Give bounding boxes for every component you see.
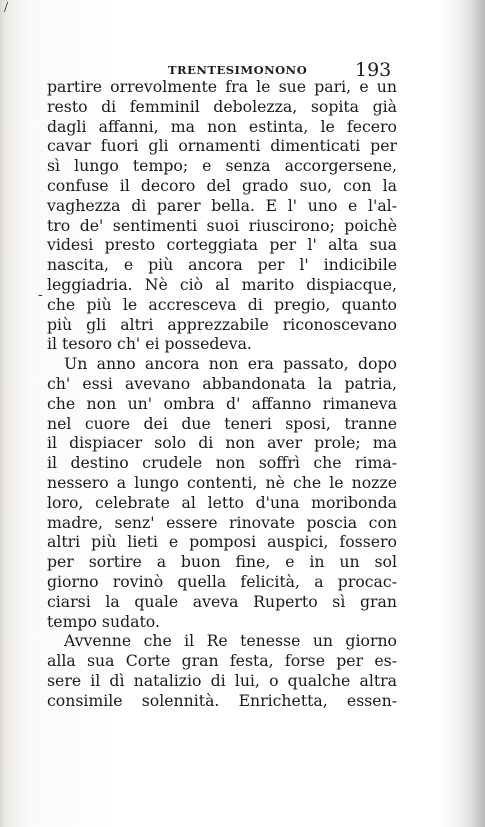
paragraph-1 [47,77,397,354]
text-line: per sortire a buon fine, e in un sol [47,552,397,572]
text-line: nessero a lungo contenti, nè che le nozze [47,472,397,492]
text-line: sì lungo tempo; e senza accorgersene, [47,156,397,176]
paragraph-3 [47,631,397,710]
text-line: loro, celebrate al letto d'una moribonda [47,492,397,512]
text-line: partire orrevolmente fra le sue pari, e un [47,77,397,96]
margin-mark: - [38,287,43,303]
text-line: nascita, e più ancora per l' indicibile [47,255,397,275]
text-line: dagli affanni, ma non estinta, le fecero [47,116,397,136]
text-line: Avvenne che il Re tenesse un giorno [64,631,397,651]
text-line: resto di femminil debolezza, sopita già [47,96,397,116]
text-line: consimile solennità. Enrichetta, essen- [47,690,397,710]
text-line: ciarsi la quale aveva Ruperto sì gran [47,591,397,611]
text-line: che più le accresceva di pregio, quanto [47,294,397,314]
text-line: videsi presto corteggiata per l' alta sua [47,235,397,255]
text-line: madre, senz' essere rinovate poscia con [47,512,397,532]
text-line: il dispiacer solo di non aver prole; ma [47,433,397,453]
text-line: alla sua Corte gran festa, forse per es- [47,651,397,671]
text-line: altri più lieti e pomposi auspici, fossero [47,532,397,552]
text-line: il destino crudele non soffrì che rima- [47,453,397,473]
page-number: 193 [355,59,392,81]
text-line: cavar fuori gli ornamenti dimenticati per [47,136,397,156]
page-edge-shadow [471,0,485,827]
text-line: ch' essi avevano abbandonata la patria, [47,373,397,393]
text-line: leggiadria. Nè ciò al marito dispiacque, [47,274,397,294]
corner-pencil-mark: / [4,0,9,14]
text-line: giorno rovinò quella felicità, a procac- [47,571,397,591]
text-line: nel cuore dei due teneri sposi, tranne [47,413,397,433]
body-text [47,77,397,711]
text-line: sere il dì natalizio di lui, o qualche altra [47,670,397,690]
text-line: tro de' sentimenti suoi riuscirono; poichè [47,215,397,235]
text-line: più gli altri apprezzabile riconoscevano [47,314,397,334]
paragraph-2 [47,354,397,631]
text-line: il tesoro ch' ei possedeva. [47,334,252,354]
text-line: che non un' ombra d' affanno rimaneva [47,393,397,413]
text-line: confuse il decoro del grado suo, con la [47,175,397,195]
text-line: tempo sudato. [47,611,160,631]
text-line: vaghezza di parer bella. E l' uno e l'al- [47,195,397,215]
running-title: TRENTESIMONONO [168,63,308,77]
text-line: Un anno ancora non era passato, dopo [64,354,397,374]
